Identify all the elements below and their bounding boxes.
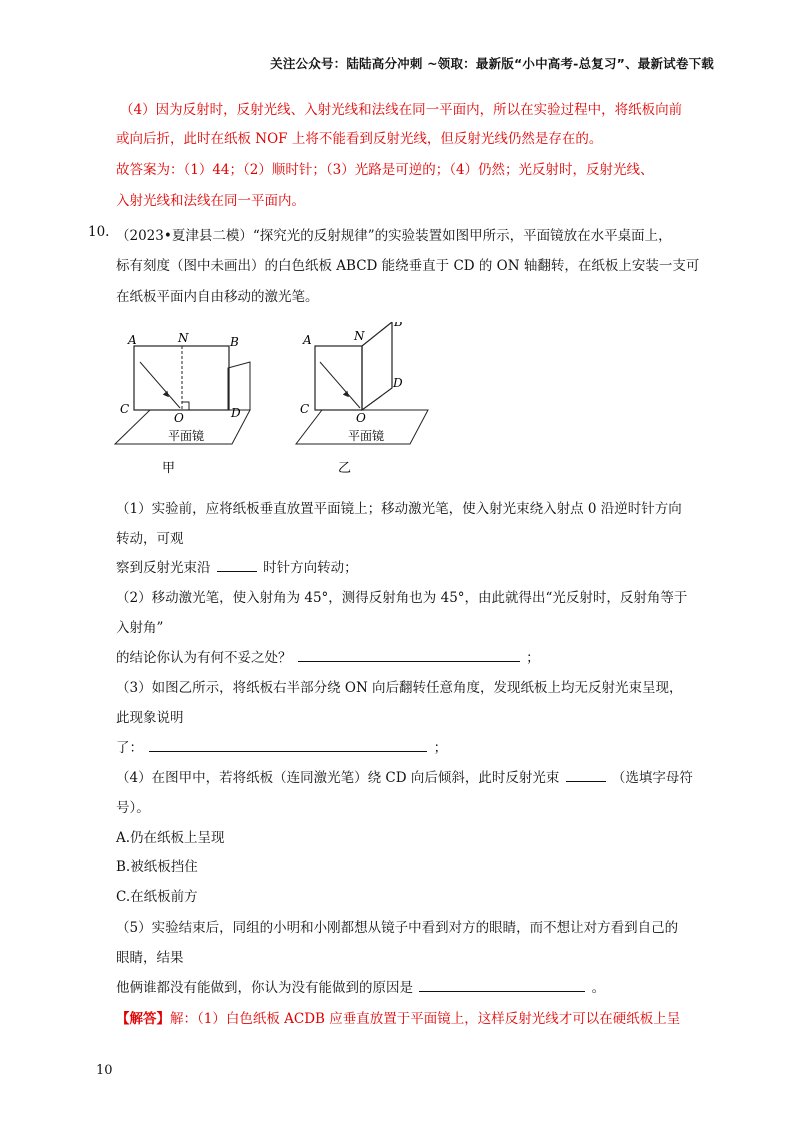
- figure-yi: [296, 322, 428, 476]
- part1-line-1: （1）实验前，应将纸板垂直放置平面镜上；移动激光笔，使入射光束绕入射点 0 沿逆时针方向: [116, 501, 682, 517]
- part4-text-pre: （4）在图甲中，若将纸板（连同激光笔）绕 CD 向后倾斜，此时反射光束: [116, 770, 560, 786]
- part3-line-1: （3）如图乙所示，将纸板右半部分绕 ON 向后翻转任意角度，发现纸板上均无反射光束呈现，: [116, 680, 683, 696]
- part5-text-pre: 他俩谁都没有能做到，你认为没有能做到的原因是: [116, 980, 413, 996]
- option-c: C.在纸板前方: [116, 889, 198, 905]
- caption-jia: 甲: [162, 461, 176, 476]
- part4-answer-blank[interactable]: [566, 769, 606, 782]
- part2-line-1: （2）移动激光笔，使入射角为 45°，测得反射角也为 45°，由此就得出“光反射时，反射角等于: [116, 590, 688, 606]
- option-b: B.被纸板挡住: [116, 859, 198, 875]
- option-a: A.仍在纸板上呈现: [116, 830, 225, 846]
- part4-line-1: [116, 766, 693, 786]
- part4-text-post: （选填字母符: [611, 770, 693, 786]
- label-C-yi: C: [300, 402, 310, 416]
- label-O-jia: O: [174, 411, 184, 425]
- caption-yi: 乙: [338, 461, 352, 476]
- question-line-1: （2023•夏津县二模）“探究光的反射规律”的实验装置如图甲所示，平面镜放在水平桌面上，: [116, 228, 672, 244]
- part3-text-pre: 了：: [116, 740, 143, 756]
- prev-answer-line-3: 故答案为：（1）44；（2）顺时针；（3）光路是可逆的；（4）仍然；光反射时，反射光线、: [116, 162, 654, 178]
- mirror-label-jia: 平面镜: [168, 429, 205, 443]
- label-D-jia: D: [231, 406, 241, 420]
- label-N-yi: N: [354, 329, 365, 343]
- part2-text-pre: 的结论你认为有何不妥之处？: [116, 650, 292, 666]
- part2-line-3: [116, 646, 540, 666]
- part3-line-3: [116, 736, 447, 756]
- question-number: 10.: [88, 224, 110, 240]
- part5-answer-blank[interactable]: [419, 979, 585, 992]
- label-O-yi: O: [356, 411, 366, 425]
- part3-line-2: 此现象说明: [116, 710, 184, 726]
- part5-text-post: 。: [591, 980, 606, 996]
- part5-line-3: [116, 976, 605, 996]
- label-D-yi: D: [393, 376, 403, 390]
- question-line-2: 标有刻度（图中未画出）的白色纸板 ABCD 能绕垂直于 CD 的 ON 轴翻转，在纸板上安装一支可: [116, 258, 700, 274]
- part3-answer-blank[interactable]: [149, 739, 427, 752]
- mirror-label-yi: 平面镜: [348, 429, 385, 443]
- label-N-jia: N: [178, 331, 189, 345]
- page-header: 关注公众号：陆陆高分冲刺 ~领取：最新版“小中高考-总复习”、最新试卷下载: [270, 56, 714, 71]
- prev-answer-line-2: 或向后折，此时在纸板 NOF 上将不能看到反射光线，但反射光线仍然是存在的。: [116, 131, 603, 147]
- label-A-yi: A: [303, 333, 312, 347]
- part5-line-2: 眼睛，结果: [116, 950, 184, 966]
- figure-svg: [110, 322, 450, 482]
- prev-answer-line-4: 入射光线和法线在同一平面内。: [116, 193, 305, 209]
- part2-text-post: ；: [526, 650, 540, 666]
- part2-line-2: 入射角”: [116, 620, 164, 636]
- question-line-3: 在纸板平面内自由移动的激光笔。: [116, 289, 319, 305]
- part1-line-3: [116, 556, 358, 576]
- experiment-figure: [110, 322, 450, 482]
- page-number: 10: [96, 1063, 113, 1078]
- label-B-yi: B: [394, 322, 403, 329]
- figure-jia: [115, 331, 250, 476]
- part3-text-post: ；: [433, 740, 448, 756]
- part2-answer-blank[interactable]: [298, 649, 520, 662]
- solution-line: [116, 1007, 680, 1027]
- part5-line-1: （5）实验结束后，同组的小明和小刚都想从镜子中看到对方的眼睛，而不想让对方看到自己的: [116, 920, 679, 936]
- label-A-jia: A: [128, 333, 137, 347]
- label-C-jia: C: [120, 402, 130, 416]
- part4-line-2: 号）。: [116, 800, 150, 816]
- prev-answer-line-1: （4）因为反射时，反射光线、入射光线和法线在同一平面内，所以在实验过程中，将纸板向前: [120, 102, 683, 118]
- label-B-jia: B: [230, 335, 239, 349]
- part1-answer-blank[interactable]: [217, 559, 257, 572]
- part1-text-post: 时针方向转动；: [263, 560, 358, 576]
- solution-tag: 【解答】: [116, 1011, 170, 1027]
- part1-text-pre: 察到反射光束沿: [116, 560, 211, 576]
- part1-line-2: 转动，可观: [116, 531, 184, 547]
- solution-text: 解：（1）白色纸板 ACDB 应垂直放置于平面镜上，这样反射光线才可以在硬纸板上呈: [170, 1011, 681, 1027]
